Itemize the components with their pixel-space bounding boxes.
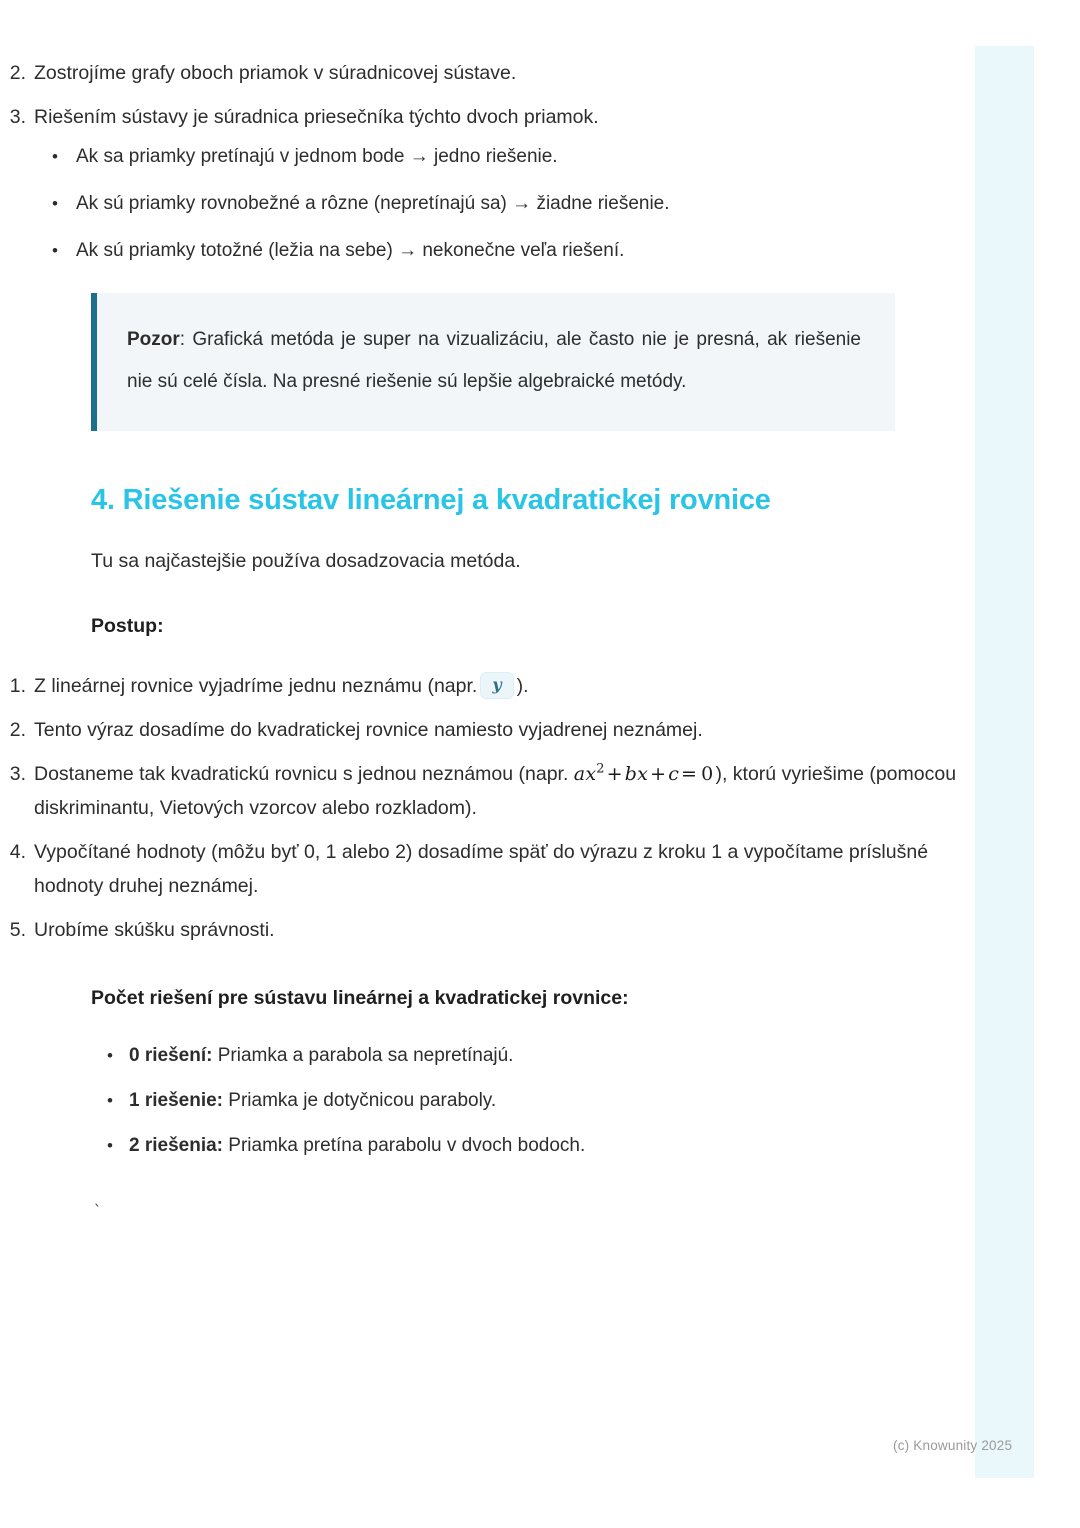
procedure-list: [0, 669, 960, 947]
section-intro-text: Tu sa najčastejšie používa dosadzovacia metóda.: [91, 550, 521, 572]
list-item-text: Ak sú priamky totožné (ležia na sebe) → nekonečne veľa riešení.: [76, 240, 625, 261]
list-item: [0, 100, 960, 267]
list-item: [34, 187, 960, 220]
bullet-dot-icon: •: [107, 1091, 113, 1110]
list-item-bold-text: 0 riešení:: [129, 1045, 213, 1066]
list-item: [103, 1039, 960, 1072]
math-term-a: ax: [573, 763, 597, 785]
list-item-text: Urobíme skúšku správnosti.: [34, 919, 275, 941]
bullet-dot-icon: •: [52, 147, 58, 166]
top-numbered-list: [0, 56, 960, 267]
bullet-dot-icon: •: [107, 1136, 113, 1155]
stray-backtick-mark: `: [93, 1202, 103, 1220]
inline-code-chip: y: [480, 672, 513, 699]
top-sub-bullet-list: [34, 140, 960, 267]
list-item: [103, 1129, 960, 1162]
solutions-count-label: Počet riešení pre sústavu lineárnej a kvadratickej rovnice:: [91, 987, 629, 1009]
math-term-c: c: [668, 763, 680, 785]
list-item-text: Tento výraz dosadíme do kvadratickej rovnice namiesto vyjadrenej neznámej.: [34, 719, 703, 741]
section-heading: 4. Riešenie sústav lineárnej a kvadratickej rovnice: [91, 484, 771, 516]
list-marker: 1.: [9, 675, 26, 697]
list-marker: 4.: [9, 841, 26, 863]
list-item-text: Priamka a parabola sa nepretínajú.: [212, 1045, 514, 1066]
math-plus-2: +: [650, 763, 667, 785]
list-item-text-before: Dostaneme tak kvadratickú rovnicu s jednou neznámou (napr.: [34, 763, 574, 785]
callout-body: Grafická metóda je super na vizualizáciu, ale často nie je presná, ak riešenie nie sú celé čísla. Na presné riešenie sú lepšie algebraické metódy.: [127, 329, 861, 392]
list-item: [0, 56, 960, 90]
math-term-b: bx: [624, 763, 649, 785]
list-item: [103, 1084, 960, 1117]
list-item-text-after: ), ktorú vyriešime (pomocou diskriminantu, Vietových vzorcov alebo rozkladom).: [34, 763, 957, 819]
math-equals: =: [681, 763, 698, 785]
list-item-text: Priamka pretína parabolu v dvoch bodoch.: [223, 1135, 586, 1156]
list-item: [34, 234, 960, 267]
list-item-text: Vypočítané hodnoty (môžu byť 0, 1 alebo 2) dosadíme späť do výrazu z kroku 1 a vypočítame príslušné hodnoty druhej neznámej.: [34, 841, 929, 897]
right-side-panel: [975, 46, 1034, 1478]
procedure-label: Postup:: [91, 615, 164, 637]
list-item-text-after: ).: [516, 675, 529, 697]
callout-text: [127, 319, 861, 403]
list-item-bold-text: 2 riešenia:: [129, 1135, 223, 1156]
list-item-bold-text: 1 riešenie:: [129, 1090, 223, 1111]
list-marker: 5.: [9, 919, 26, 941]
solutions-count-list: [103, 1039, 960, 1162]
list-item: [0, 835, 960, 903]
warning-callout: [91, 293, 895, 431]
list-marker: 2.: [9, 719, 26, 741]
bullet-dot-icon: •: [107, 1046, 113, 1065]
math-exponent: 2: [596, 761, 605, 777]
list-marker: 2.: [9, 62, 26, 84]
callout-label: Pozor: [127, 329, 180, 350]
bullet-dot-icon: •: [52, 194, 58, 213]
list-item: [0, 713, 960, 747]
list-item-text-before: Z lineárnej rovnice vyjadríme jednu neznámu (napr.: [34, 675, 478, 697]
list-item-text: Ak sú priamky rovnobežné a rôzne (nepretínajú sa) → žiadne riešenie.: [76, 193, 670, 214]
list-item-text: Riešením sústavy je súradnica priesečníka týchto dvoch priamok.: [34, 106, 599, 128]
list-item: [0, 669, 960, 703]
list-item: [0, 757, 960, 825]
list-item-text: Priamka je dotyčnicou paraboly.: [223, 1090, 497, 1111]
list-item: [0, 913, 960, 947]
list-marker: 3.: [9, 763, 26, 785]
list-item-text: Ak sa priamky pretínajú v jednom bode → jedno riešenie.: [76, 146, 558, 167]
inline-math-formula: [574, 763, 716, 785]
bullet-dot-icon: •: [52, 241, 58, 260]
list-marker: 3.: [9, 106, 26, 128]
list-item: [34, 140, 960, 173]
math-zero: 0: [701, 763, 714, 785]
math-plus-1: +: [606, 763, 623, 785]
footer-copyright: (c) Knowunity 2025: [893, 1438, 1013, 1453]
list-item-text: Zostrojíme grafy oboch priamok v súradnicovej sústave.: [34, 62, 517, 84]
callout-label-suffix: :: [179, 329, 186, 350]
